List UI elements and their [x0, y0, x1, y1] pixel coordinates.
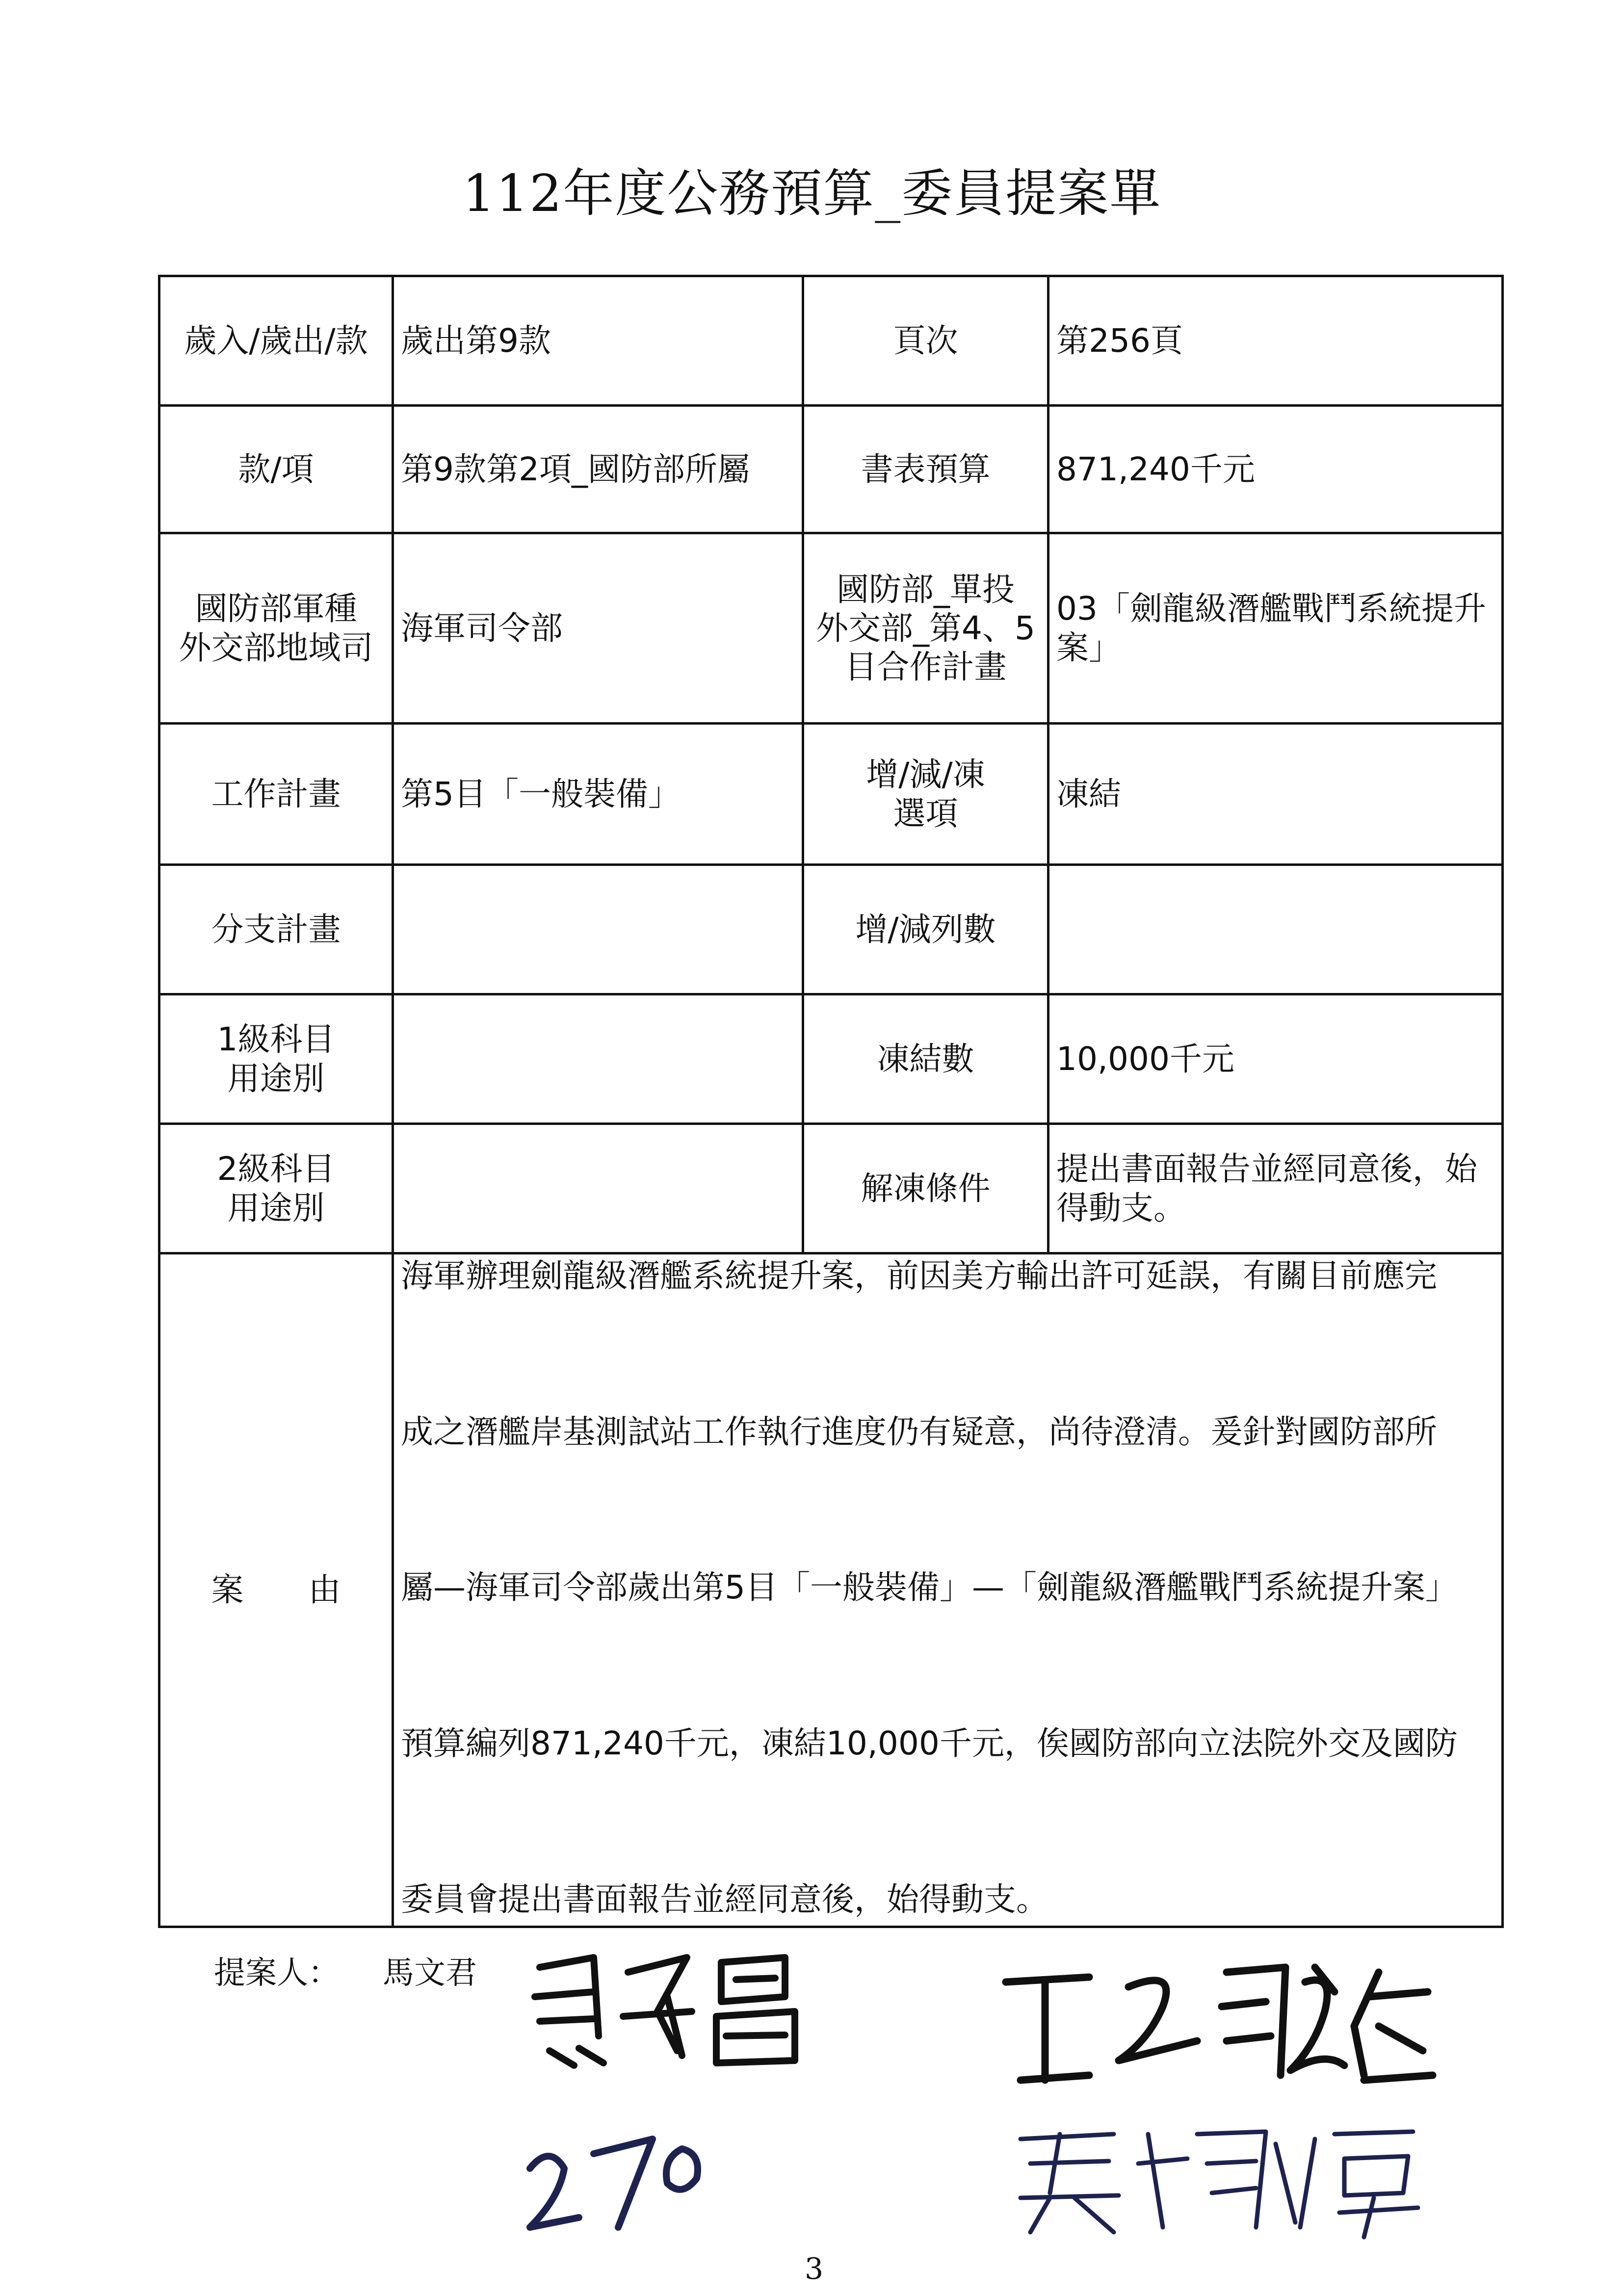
signature-right — [991, 1953, 1442, 2100]
row-label-2: 凍結數 — [803, 994, 1048, 1124]
row-value-2: 提出書面報告並經同意後，始得動支。 — [1048, 1124, 1503, 1253]
form-row — [159, 276, 1503, 406]
handwritten-number-270 — [520, 2110, 716, 2237]
reason-row — [159, 1253, 1503, 1927]
reason-line: 屬—海軍司令部歲出第5目「一般裝備」—「劍龍級潛艦戰鬥系統提升案」 — [401, 1568, 1458, 1607]
proposal-form-table — [158, 275, 1504, 1928]
reason-line: 海軍辦理劍龍級潛艦系統提升案，前因美方輸出許可延誤，有關目前應完 — [401, 1257, 1437, 1295]
form-row — [159, 533, 1503, 724]
reason-line: 成之潛艦岸基測試站工作執行進度仍有疑意，尚待澄清。爰針對國防部所 — [401, 1412, 1437, 1451]
row-label-2: 增/減列數 — [803, 865, 1048, 994]
reason-line: 預算編列871,240千元，凍結10,000千元，俟國防部向立法院外交及國防 — [401, 1724, 1458, 1763]
row-label-2: 書表預算 — [803, 406, 1048, 533]
row-value-2: 第256頁 — [1048, 276, 1503, 406]
row-label-1: 1級科目 用途別 — [159, 994, 393, 1124]
row-label-1: 款/項 — [159, 406, 393, 533]
form-row — [159, 724, 1503, 865]
row-value-1: 第5目「一般裝備」 — [393, 724, 803, 865]
row-label-1: 國防部軍種 外交部地域司 — [159, 533, 393, 724]
row-label-1: 分支計畫 — [159, 865, 393, 994]
reason-cell — [393, 1253, 1503, 1927]
row-value-1: 海軍司令部 — [393, 533, 803, 724]
reason-text — [401, 1254, 1494, 1926]
row-value-2 — [1048, 865, 1503, 994]
row-value-2: 03「劍龍級潛艦戰鬥系統提升案」 — [1048, 533, 1503, 724]
row-label-2: 解凍條件 — [803, 1124, 1048, 1253]
row-value-1: 第9款第2項_國防部所屬 — [393, 406, 803, 533]
row-label-1: 工作計畫 — [159, 724, 393, 865]
row-label-2: 國防部_單投 外交部_第4、5 目合作計畫 — [803, 533, 1048, 724]
form-title: 112年度公務預算_委員提案單 — [462, 163, 1162, 223]
row-label-2: 頁次 — [803, 276, 1048, 406]
reason-label: 案 由 — [159, 1253, 393, 1927]
row-label-1: 歲入/歲出/款 — [159, 276, 393, 406]
form-row — [159, 994, 1503, 1124]
row-value-1: 歲出第9款 — [393, 276, 803, 406]
row-label-1: 2級科目 用途別 — [159, 1124, 393, 1253]
row-value-1 — [393, 865, 803, 994]
proposer-label: 提案人： — [214, 1955, 340, 1991]
form-row — [159, 865, 1503, 994]
form-row — [159, 1124, 1503, 1253]
signature-ma-wen-chun — [520, 1938, 824, 2080]
row-value-2: 凍結 — [1048, 724, 1503, 865]
signature-lower — [1001, 2114, 1433, 2242]
form-row — [159, 406, 1503, 533]
row-value-2: 871,240千元 — [1048, 406, 1503, 533]
page-number: 3 — [805, 2252, 824, 2286]
row-value-2: 10,000千元 — [1048, 994, 1503, 1124]
proposer-name: 馬文君 — [383, 1955, 477, 1991]
row-value-1 — [393, 994, 803, 1124]
row-label-2: 增/減/凍 選項 — [803, 724, 1048, 865]
reason-line: 委員會提出書面報告並經同意後，始得動支。 — [401, 1880, 1048, 1918]
row-value-1 — [393, 1124, 803, 1253]
